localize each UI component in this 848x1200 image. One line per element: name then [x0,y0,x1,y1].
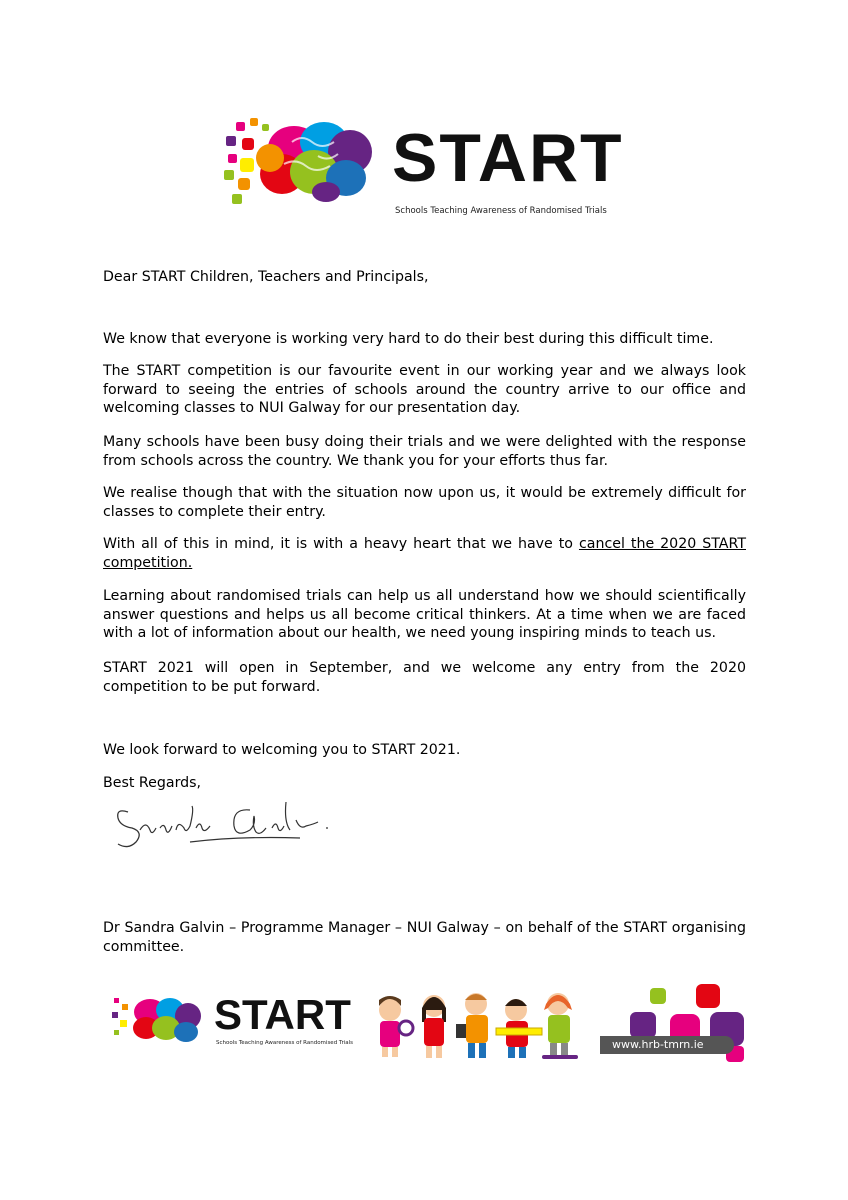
header-wordmark: START [392,120,624,196]
paragraph-5-lead: With all of this in mind, it is with a heavy heart that we have to [103,536,579,553]
paragraph-7: START 2021 will open in September, and we welcome any entry from the 2020 competition to be put forward. [103,660,746,695]
closing-line: We look forward to welcoming you to START 2021. [103,742,461,759]
signatory: Dr Sandra Galvin – Programme Manager – NUI Galway – on behalf of the START organising committee. [103,920,746,955]
footer-tagline: Schools Teaching Awareness of Randomised Trials [216,1040,354,1046]
header-tagline: Schools Teaching Awareness of Randomised Trials [395,206,607,216]
paragraph-5 [103,535,746,572]
handwritten-signature [110,790,370,860]
paragraph-3: Many schools have been busy doing their trials and we were delighted with the response from schools across the country. We thank you for your efforts thus far. [103,434,746,469]
brain-logo-icon [222,118,387,208]
paragraph-2: The START competition is our favourite event in our working year and we always look forward to seeing the entries of schools around the country arrive to our office and welcoming classes to NUI Galway for our presentation day. [103,363,746,417]
footer-url: www.hrb-tmrn.ie [600,1036,734,1054]
cartoon-children-illustration [372,984,602,1064]
paragraph-4: We realise though that with the situation now upon us, it would be extremely difficult for classes to complete their entry. [103,485,746,520]
footer-brain-logo-icon [110,994,210,1044]
cancel-notice: cancel the 2020 START competition. [103,536,746,571]
paragraph-6: Learning about randomised trials can help us all understand how we should scientifically answer questions and helps us all become critical thinkers. At a time when we are faced with a lot of information about our health, we need young inspiring minds to teach us. [103,588,746,642]
paragraph-1: We know that everyone is working very hard to do their best during this difficult time. [103,331,714,348]
footer-wordmark: START [214,991,351,1038]
footer-banner [110,984,750,1064]
header-logo [222,118,622,228]
salutation: Dear START Children, Teachers and Principals, [103,269,429,286]
sign-off: Best Regards, [103,775,202,792]
